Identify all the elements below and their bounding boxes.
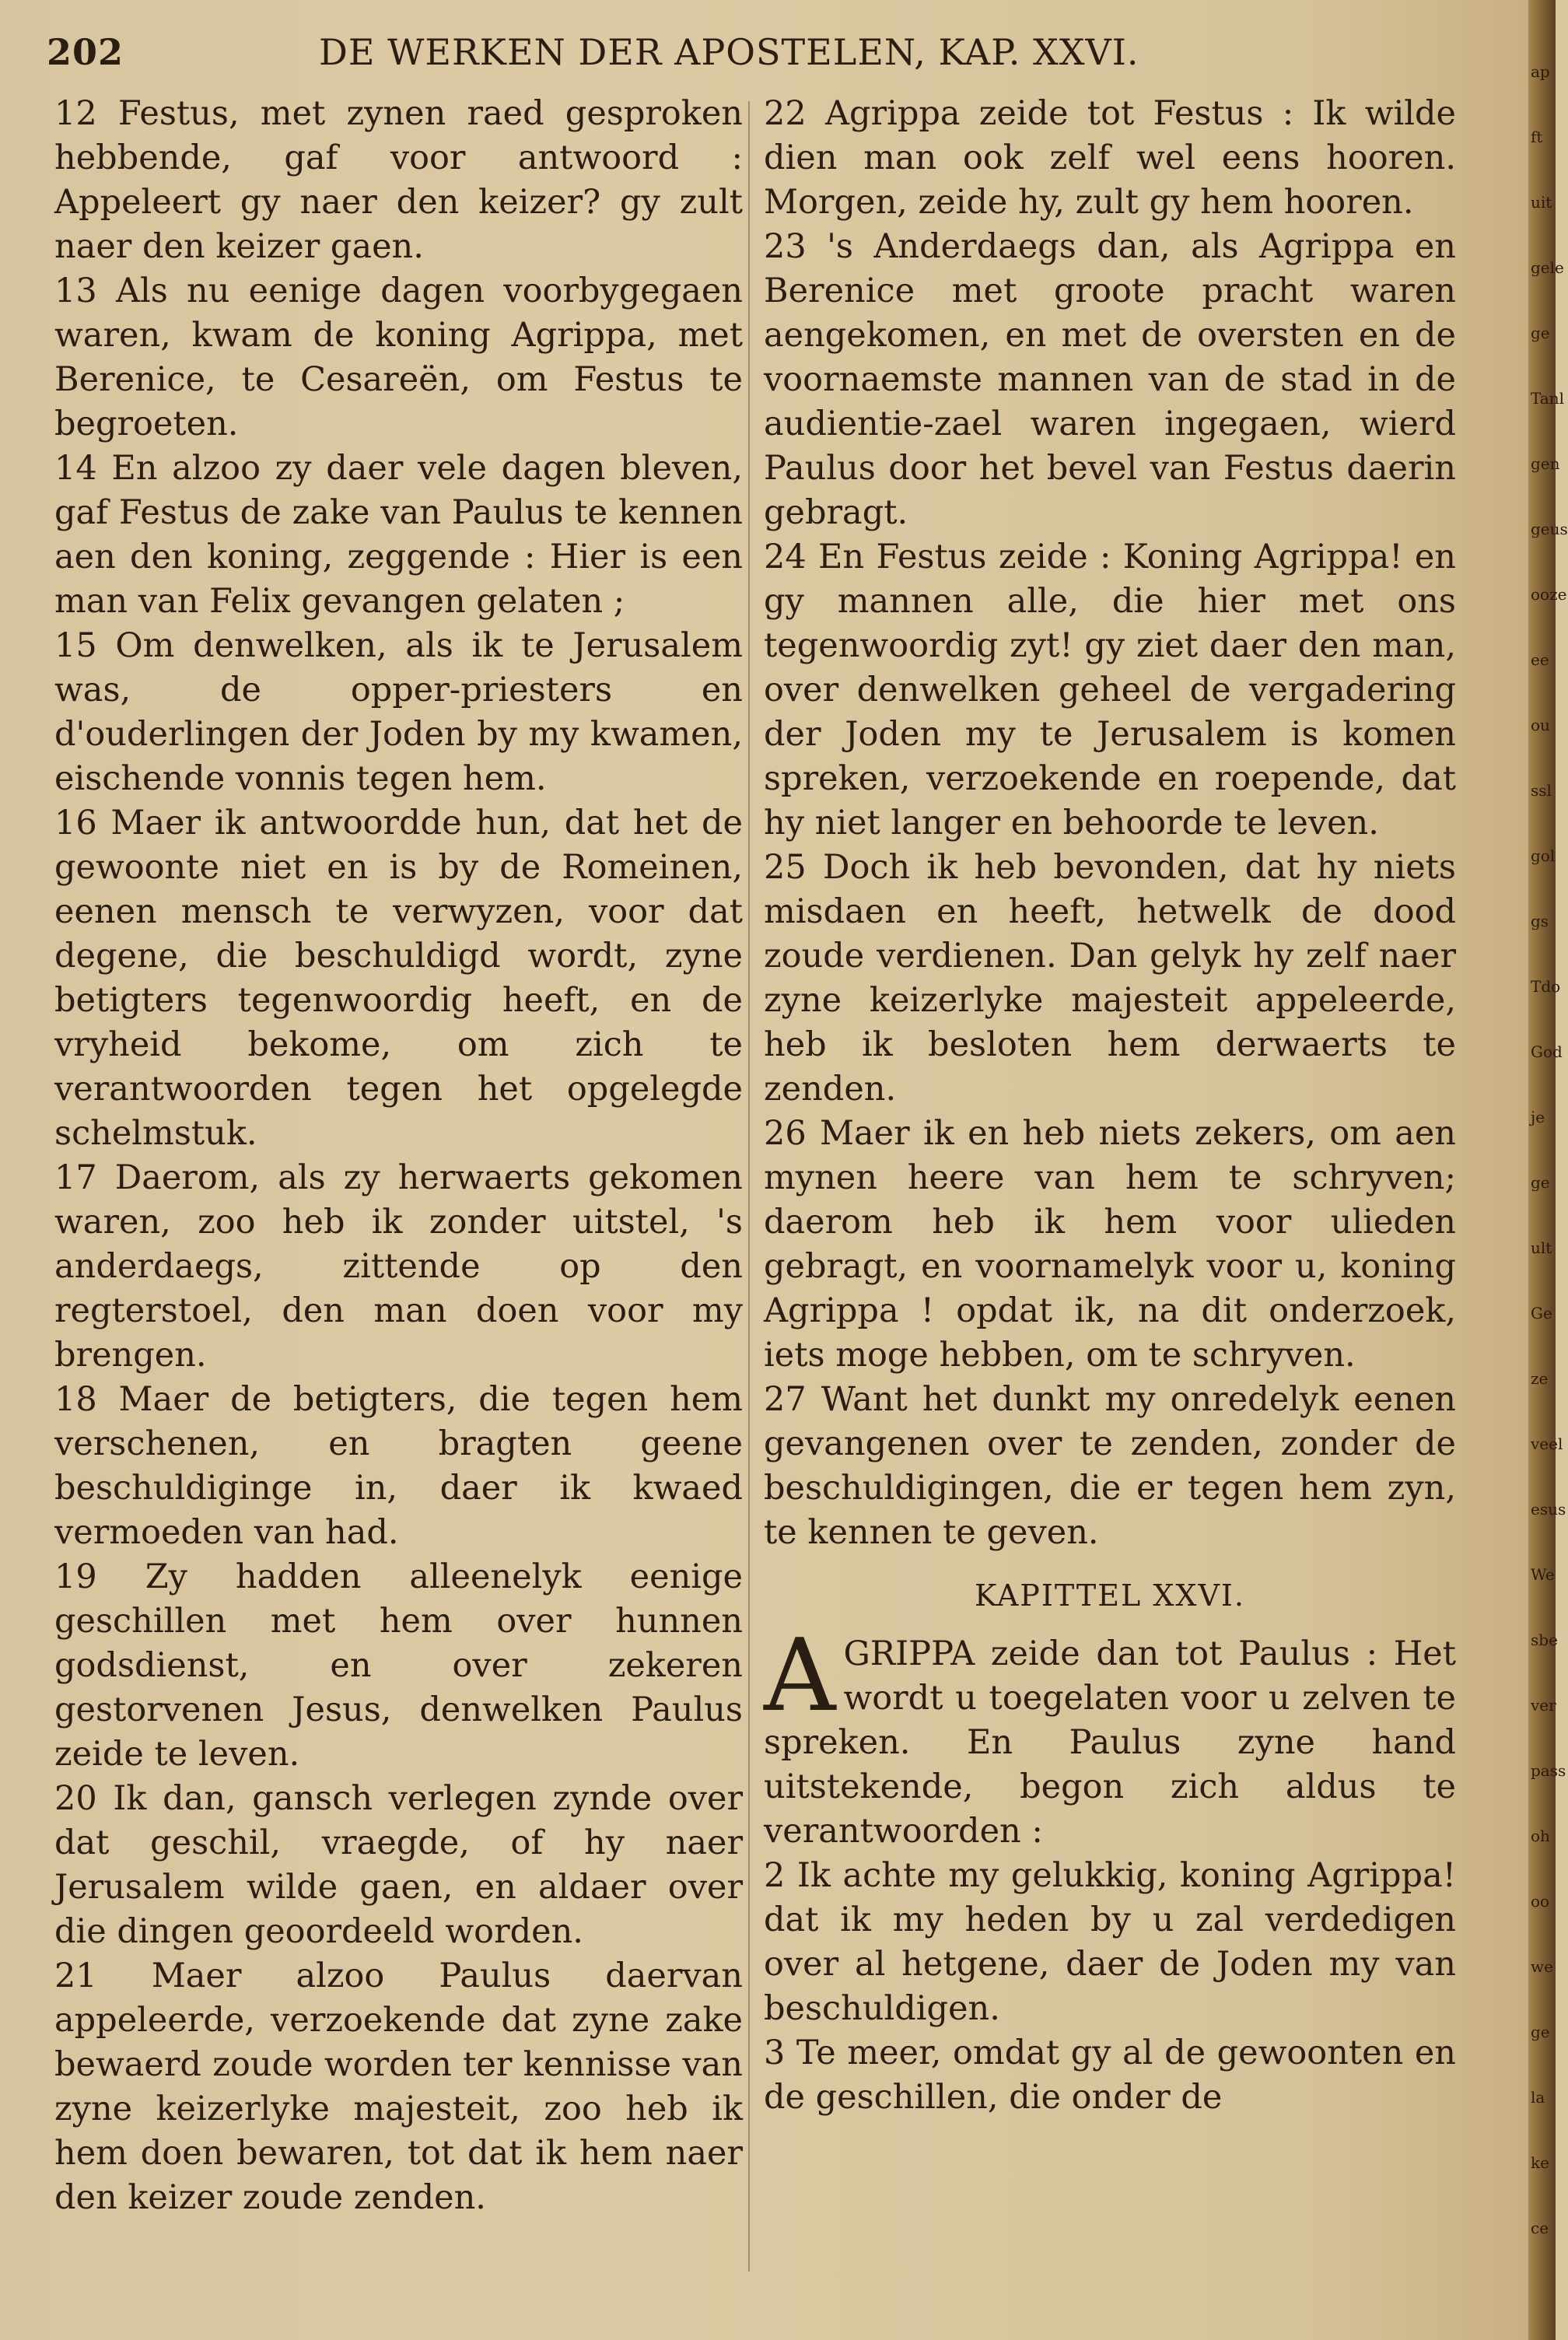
edge-fragment: Tdo (1531, 977, 1561, 996)
verse-13: 13 Als nu eenige dagen voorbygegaen waren, kwam de koning Agrippa, met Berenice, te Cesareën, om Festus te begroeten. (54, 271, 743, 443)
verse-18: 18 Maer de betigters, die tegen hem verschenen, en bragten geene beschuldiginge in, daer ik kwaed vermoeden van had. (54, 1380, 743, 1552)
edge-fragment: ge (1531, 324, 1550, 342)
edge-fragment: ee (1531, 650, 1549, 669)
edge-fragment: geus (1531, 520, 1568, 538)
running-head: DE WERKEN DER APOSTELEN, KAP. XXVI. (319, 31, 1139, 73)
verse-23: 23 's Anderdaegs dan, als Agrippa en Berenice met groote pracht waren aengekomen, en met de oversten en de voornaemste mannen van de stad in de audientie-zael waren ingegaen, wierd Paulus door het bevel van Festus daerin gebragt. (764, 227, 1456, 532)
verse-15: 15 Om denwelken, als ik te Jerusalem was, de opper-priesters en d'ouderlingen der Joden by my kwamen, eischende vonnis tegen hem. (54, 626, 743, 798)
verse-17: 17 Daerom, als zy herwaerts gekomen waren, zoo heb ik zonder uitstel, 's anderdaegs, zittende op den regterstoel, den man doen voor my brengen. (54, 1158, 743, 1375)
drop-cap: A (764, 1618, 836, 1734)
edge-fragment: gele (1531, 258, 1564, 277)
edge-fragment: ft (1531, 128, 1543, 146)
edge-fragment: ge (1531, 1173, 1550, 1192)
edge-fragment: gs (1531, 912, 1549, 930)
chapter-heading: KAPITTEL XXVI. (975, 1578, 1245, 1613)
verse-26: 26 Maer ik en heb niets zekers, om aen mynen heere van hem te schryven; daerom heb ik hem voor ulieden gebragt, en voornamelyk voor u, koning Agrippa ! opdat ik, na dit onderzoek, iets moge hebben, om te schryven. (764, 1114, 1456, 1375)
verse-27: 27 Want het dunkt my onredelyk eenen gevangenen over te zenden, zonder de beschuldigingen, die er tegen hem zyn, te kennen te geven. (764, 1380, 1456, 1552)
edge-fragment: ze (1531, 1369, 1549, 1388)
edge-fragment: oh (1531, 1827, 1550, 1845)
column-divider (748, 101, 750, 2272)
edge-fragment: gen (1531, 454, 1560, 473)
verse-20: 20 Ik dan, gansch verlegen zynde over dat geschil, vraegde, of hy naer Jerusalem wilde gaen, en aldaer over die dingen geoordeeld worden. (54, 1779, 743, 1951)
chapter-first-verse (764, 1618, 1456, 1854)
edge-fragment: oo (1531, 1892, 1550, 1911)
edge-fragment: la (1531, 2088, 1545, 2107)
verse-24: 24 En Festus zeide : Koning Agrippa! en gy mannen alle, die hier met ons tegenwoordig zyt! gy ziet daer den man, over denwelken geheel de vergadering der Joden my te Jerusalem is komen spreken, verzoekende en roepende, dat hy niet langer en behoorde te leven. (764, 538, 1456, 842)
verse-25: 25 Doch ik heb bevonden, dat hy niets misdaen en heeft, hetwelk de dood zoude verdienen. Dan gelyk hy zelf naer zyne keizerlyke majesteit appeleerde, heb ik besloten hem derwaerts te zenden. (764, 848, 1456, 1109)
verse-19: 19 Zy hadden alleenelyk eenige geschillen met hem over hunnen godsdienst, en over zekeren gestorvenen Jesus, denwelken Paulus zeide te leven. (54, 1557, 743, 1774)
chapter-first-verse-text: GRIPPA zeide dan tot Paulus : Het wordt u toegelaten voor u zelven te spreken. En Paulus zyne hand uitstekende, begon zich aldus te verantwoorden : (764, 1634, 1456, 1851)
edge-fragment: ge (1531, 2023, 1550, 2041)
edge-fragment: ap (1531, 62, 1550, 81)
edge-fragment: We (1531, 1565, 1555, 1584)
verse-12: 12 Festus, met zynen raed gesproken hebbende, gaf voor antwoord : Appeleert gy naer den keizer? gy zult naer den keizer gaen. (54, 94, 743, 266)
edge-fragment: Tanl (1531, 389, 1564, 408)
edge-fragment: gol (1531, 846, 1556, 865)
edge-fragment: ver (1531, 1696, 1556, 1715)
chapter-verse-2: 2 Ik achte my gelukkig, koning Agrippa! dat ik my heden by u zal verdedigen over al hetgene, daer de Joden my van beschuldigen. (764, 1856, 1456, 2028)
edge-fragment: ssl (1531, 781, 1552, 800)
edge-fragment: ooze (1531, 585, 1567, 604)
left-column (54, 92, 743, 2220)
edge-fragment: ke (1531, 2153, 1549, 2172)
edge-fragment: ce (1531, 2219, 1549, 2237)
edge-fragment: ult (1531, 1238, 1552, 1257)
edge-fragment: ou (1531, 716, 1550, 734)
right-column (764, 92, 1456, 2120)
edge-fragment: uit (1531, 193, 1552, 212)
edge-fragment: sbe (1531, 1631, 1558, 1649)
edge-fragment: we (1531, 1957, 1553, 1976)
chapter-verse-3: 3 Te meer, omdat gy al de gewoonten en de geschillen, die onder de (764, 2033, 1456, 2117)
edge-fragment: Ge (1531, 1304, 1552, 1322)
edge-fragment: pass (1531, 1761, 1566, 1780)
page-header (47, 31, 1182, 86)
facing-page-edge (1528, 0, 1568, 2340)
page-number: 202 (47, 31, 124, 73)
verse-14: 14 En alzoo zy daer vele dagen bleven, gaf Festus de zake van Paulus te kennen aen den koning, zeggende : Hier is een man van Felix gevangen gelaten ; (54, 449, 743, 621)
verse-21: 21 Maer alzoo Paulus daervan appeleerde, verzoekende dat zyne zake bewaerd zoude worden ter kennisse van zyne keizerlyke majesteit, zoo heb ik hem doen bewaren, tot dat ik hem naer den keizer zoude zenden. (54, 1956, 743, 2217)
edge-fragment: veel (1531, 1434, 1563, 1453)
edge-fragment: esus (1531, 1500, 1566, 1519)
verse-16: 16 Maer ik antwoordde hun, dat het de gewoonte niet en is by de Romeinen, eenen mensch te verwyzen, voor dat degene, die beschuldigd wordt, zyne betigters tegenwoordig heeft, en de vryheid bekome, om zich te verantwoorden tegen het opgelegde schelmstuk. (54, 804, 743, 1153)
edge-fragment: je (1531, 1108, 1545, 1126)
edge-fragment: God (1531, 1042, 1563, 1061)
verse-22: 22 Agrippa zeide tot Festus : Ik wilde dien man ook zelf wel eens hooren. Morgen, zeide hy, zult gy hem hooren. (764, 94, 1456, 222)
